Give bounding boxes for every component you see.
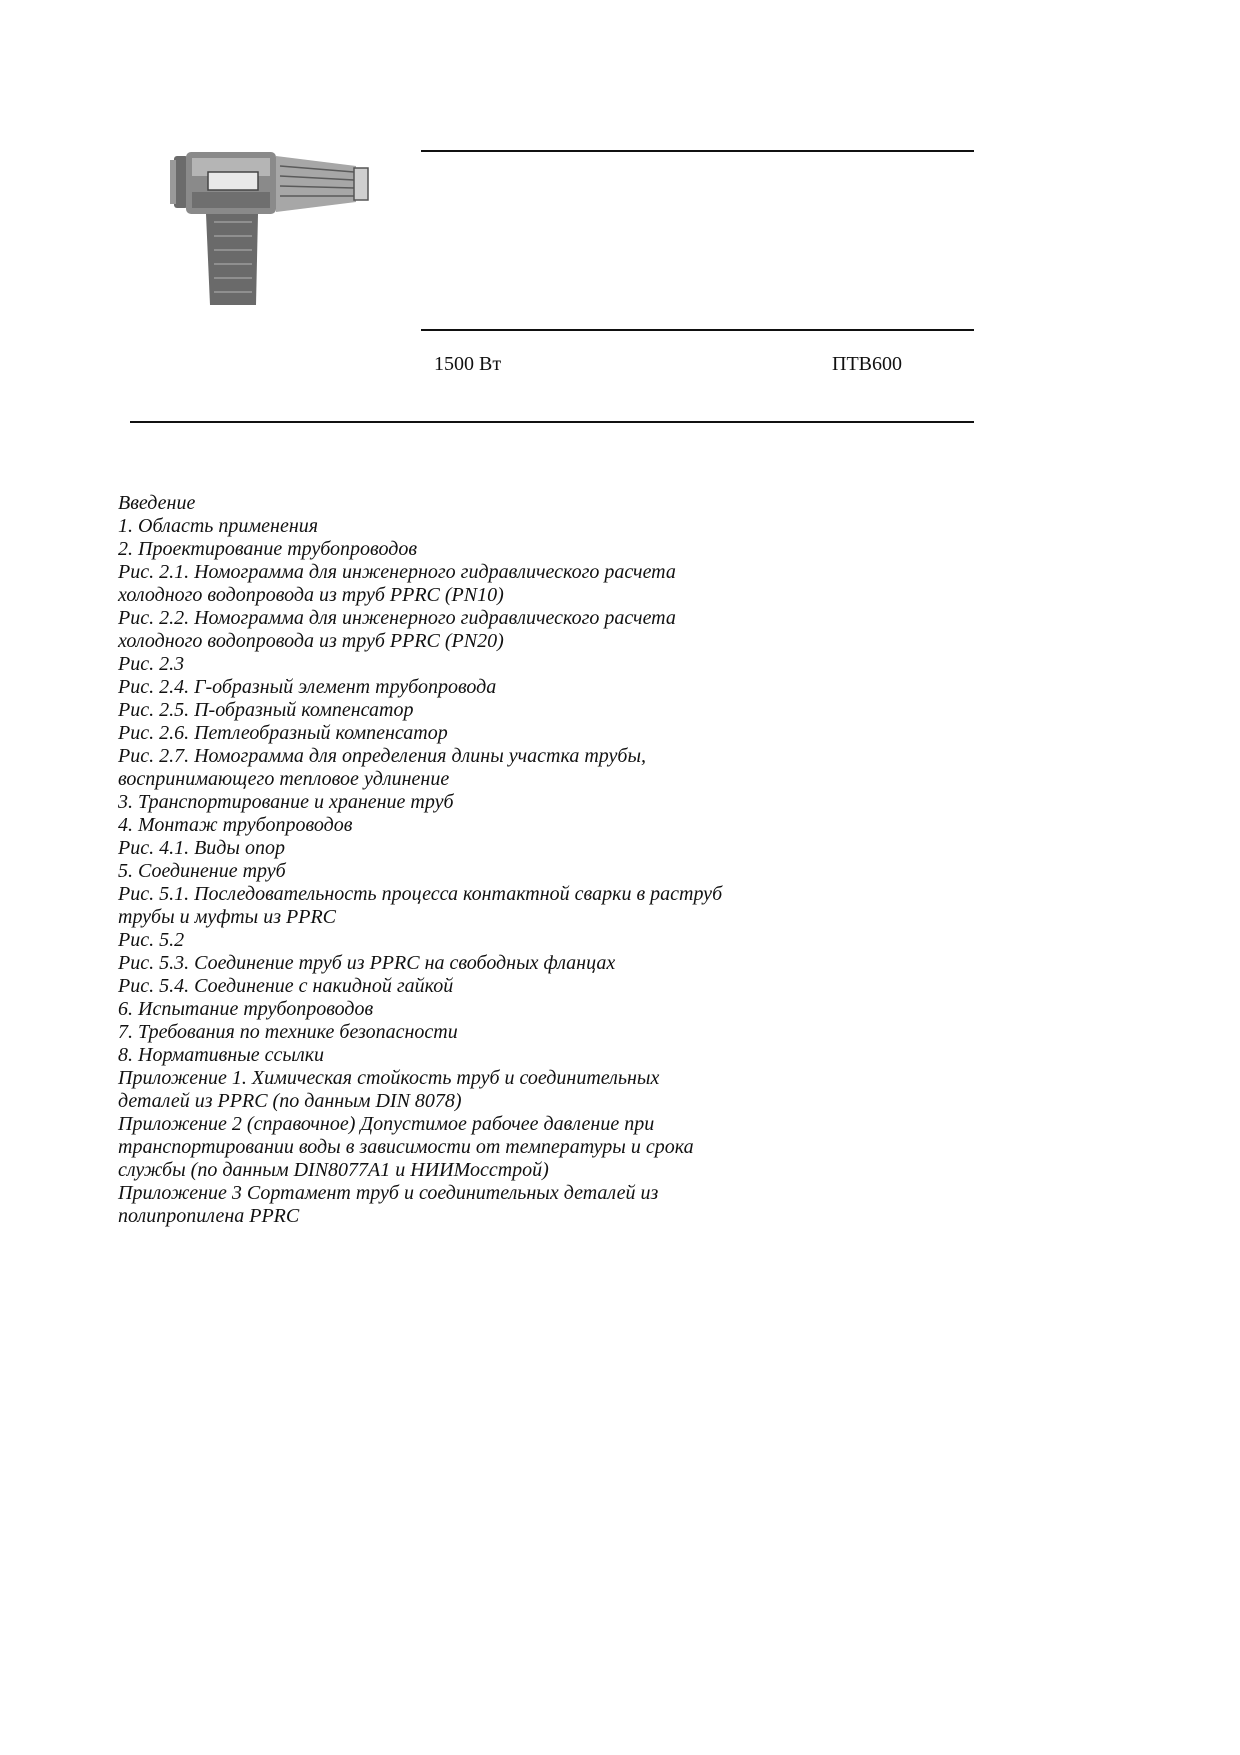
spec-power: 1500 Вт <box>434 353 502 375</box>
toc-entry-line: Приложение 3 Сортамент труб и соединительных деталей из <box>118 1182 659 1204</box>
toc-entry <box>118 676 818 699</box>
toc-entry-line: Приложение 1. Химическая стойкость труб и соединительных <box>118 1067 660 1089</box>
spec-model: ПТВ600 <box>832 353 902 375</box>
toc-entry <box>118 883 818 929</box>
toc-entry-line: службы (по данным DIN8077A1 и НИИМосстрой) <box>118 1159 549 1181</box>
toc-entry-line: транспортировании воды в зависимости от температуры и срока <box>118 1136 694 1158</box>
toc-entry-line: трубы и муфты из PPRC <box>118 906 337 928</box>
toc-entry-line: деталей из PPRC (по данным DIN 8078) <box>118 1090 462 1112</box>
table-rule-top <box>421 150 974 152</box>
toc-entry-line: 3. Транспортирование и хранение труб <box>118 791 454 813</box>
toc-entry <box>118 745 818 791</box>
toc-entry <box>118 515 818 538</box>
toc-entry-line: 7. Требования по технике безопасности <box>118 1021 458 1043</box>
toc-entry <box>118 1113 818 1182</box>
table-rule-bottom <box>130 421 974 423</box>
table-rule-middle <box>421 329 974 331</box>
toc-entry <box>118 1021 818 1044</box>
toc-entry <box>118 1182 818 1228</box>
toc-entry-line: холодного водопровода из труб PPRC (PN10) <box>118 584 504 606</box>
toc-entry-line: Рис. 2.4. Г-образный элемент трубопровода <box>118 676 497 698</box>
toc-entry <box>118 860 818 883</box>
toc-entry <box>118 1067 818 1113</box>
toc-entry <box>118 975 818 998</box>
toc-entry <box>118 561 818 607</box>
toc-entry <box>118 929 818 952</box>
toc-entry <box>118 653 818 676</box>
toc-entry <box>118 722 818 745</box>
toc-entry-line: 4. Монтаж трубопроводов <box>118 814 353 836</box>
toc-entry <box>118 837 818 860</box>
toc-entry <box>118 699 818 722</box>
toc-entry-line: Рис. 2.1. Номограмма для инженерного гидравлического расчета <box>118 561 676 583</box>
toc-entry-line: Приложение 2 (справочное) Допустимое рабочее давление при <box>118 1113 655 1135</box>
toc-entry-line: Рис. 2.6. Петлеобразный компенсатор <box>118 722 448 744</box>
toc-entry <box>118 814 818 837</box>
toc-entry-line: 6. Испытание трубопроводов <box>118 998 374 1020</box>
toc-entry-line: 5. Соединение труб <box>118 860 286 882</box>
toc-entry-line: Рис. 2.5. П-образный компенсатор <box>118 699 414 721</box>
toc-entry <box>118 538 818 561</box>
toc-entry-line: Рис. 2.3 <box>118 653 185 675</box>
toc-entry-line: полипропилена PPRC <box>118 1205 300 1227</box>
toc-entry <box>118 998 818 1021</box>
toc-entry-line: холодного водопровода из труб PPRC (PN20) <box>118 630 504 652</box>
toc-entry-line: 1. Область применения <box>118 515 319 537</box>
toc-entry <box>118 492 818 515</box>
welding-tool-icon <box>168 150 383 310</box>
toc-entry-line: Рис. 2.2. Номограмма для инженерного гидравлического расчета <box>118 607 676 629</box>
toc-entry-line: 8. Нормативные ссылки <box>118 1044 325 1066</box>
toc-entry-line: Рис. 4.1. Виды опор <box>118 837 285 859</box>
toc-entry-line: 2. Проектирование трубопроводов <box>118 538 418 560</box>
toc-entry <box>118 1044 818 1067</box>
toc-entry-line: Введение <box>118 492 196 514</box>
toc-entry-line: Рис. 5.4. Соединение с накидной гайкой <box>118 975 454 997</box>
table-of-contents <box>118 492 818 1228</box>
toc-entry-line: Рис. 5.3. Соединение труб из PPRC на свободных фланцах <box>118 952 616 974</box>
toc-entry <box>118 607 818 653</box>
toc-entry-line: Рис. 5.1. Последовательность процесса контактной сварки в раструб <box>118 883 723 905</box>
toc-entry <box>118 791 818 814</box>
toc-entry-line: Рис. 5.2 <box>118 929 185 951</box>
toc-entry-line: Рис. 2.7. Номограмма для определения длины участка трубы, <box>118 745 646 767</box>
toc-entry <box>118 952 818 975</box>
toc-entry-line: воспринимающего тепловое удлинение <box>118 768 450 790</box>
